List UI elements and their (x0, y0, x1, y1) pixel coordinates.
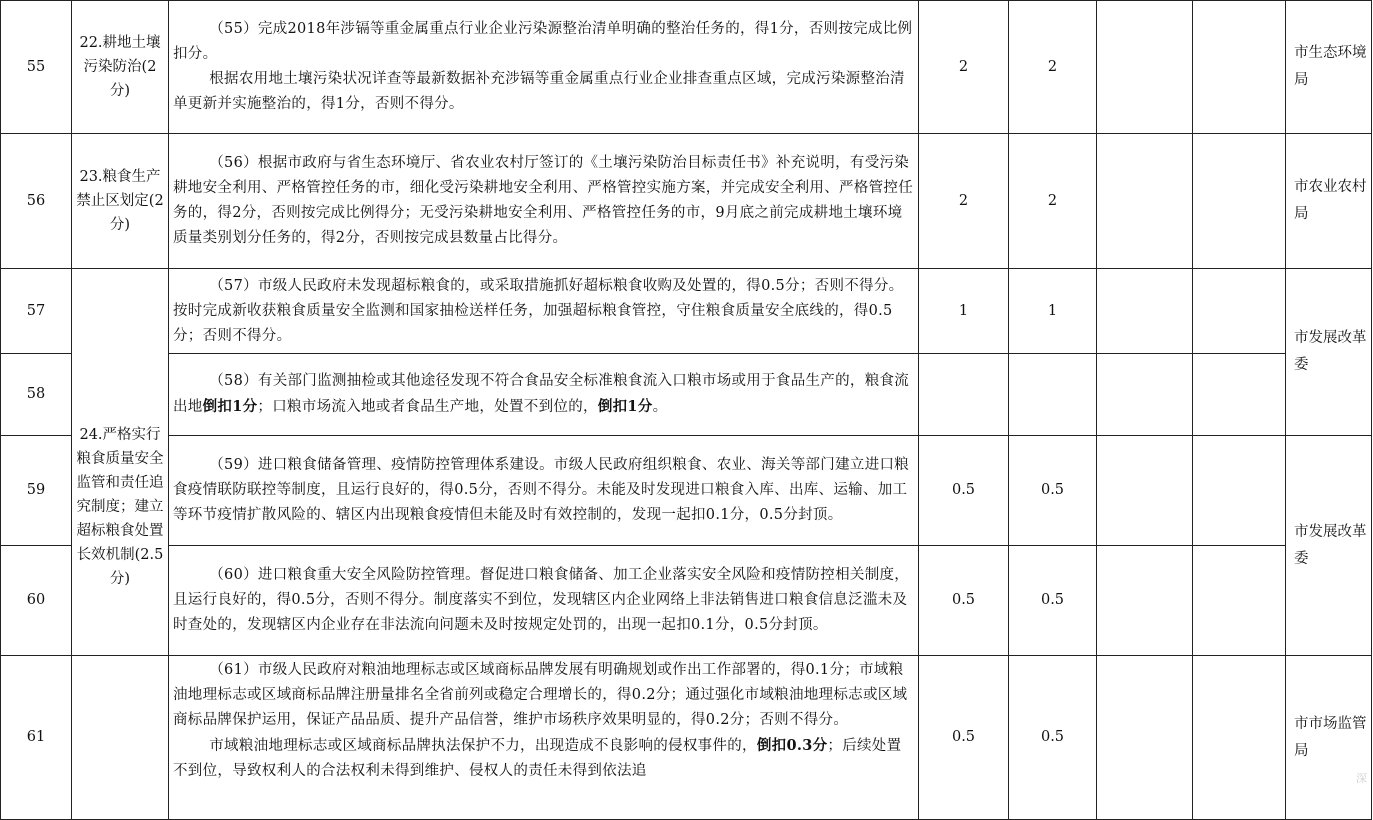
empty-cell (1193, 656, 1286, 820)
criteria-paragraph: （59）进口粮食储备管理、疫情防控管理体系建设。市级人民政府组织粮食、农业、海关等部门建立进口粮食疫情联防联控等制度，且运行良好的，得0.5分，否则不得分。未能及时发现进口粮食入库、出库、运输、加工等环节疫情扩散风险的、辖区内出现粮食疫情但未能及时有效控制的，发现一起扣0.1分，0.5分封顶。 (173, 457, 910, 523)
empty-cell (919, 354, 1009, 436)
criteria-cell (169, 656, 919, 820)
empty-cell (1097, 656, 1193, 820)
empty-cell (1009, 354, 1097, 436)
empty-cell (1193, 269, 1286, 354)
empty-cell (1193, 546, 1286, 656)
criteria-cell (169, 134, 919, 269)
row-number: 57 (1, 269, 72, 354)
table-row (1, 134, 1372, 269)
empty-cell (1097, 546, 1193, 656)
score-cell: 0.5 (1009, 656, 1097, 820)
criteria-text: ；后续处置不到位，导致权利人的合法权利未得到维护、侵权人的责任未得到依法追 (173, 738, 902, 779)
criteria-paragraph: 根据农用地土壤污染状况详查等最新数据补充涉镉等重金属重点行业企业排查重点区域，完成污染源整治清单更新并实施整治的，得1分，否则不得分。 (173, 71, 905, 112)
score-cell: 2 (1009, 1, 1097, 134)
empty-cell (72, 656, 169, 820)
criteria-cell (169, 269, 919, 354)
penalty-text: 倒扣1分 (202, 398, 258, 415)
row-number: 60 (1, 546, 72, 656)
department-cell: 市发展改革委 (1286, 436, 1372, 656)
empty-cell (1097, 436, 1193, 546)
penalty-text: 倒扣0.3分 (756, 737, 828, 754)
table-row (1, 546, 1372, 656)
criteria-paragraph: （57）市级人民政府未发现超标粮食的，或采取措施抓好超标粮食收购及处置的，得0.5分；否则不得分。按时完成新收获粮食质量安全监测和国家抽检送样任务，加强超标粮食管控，守住粮食质量安全底线的，得0.5分；否则不得分。 (173, 277, 904, 344)
criteria-text: ；口粮市场流入地或者食品生产地，处置不到位的， (257, 399, 598, 415)
criteria-paragraph: （61）市级人民政府对粮油地理标志或区域商标品牌发展有明确规划或作出工作部署的，得0.1分；市域粮油地理标志或区域商标品牌注册量排名全省前列或稳定合理增长的，得0.2分；通过强化市域粮油地理标志或区域商标品牌保护运用，保证产品品质、提升产品信誉，维护市场秩序效果明显的，得0.2分；否则不得分。 (173, 662, 908, 728)
criteria-text: 。 (652, 399, 668, 415)
table-row (1, 436, 1372, 546)
criteria-paragraph (173, 733, 914, 784)
department-cell: 市发展改革委 (1286, 269, 1372, 436)
empty-cell (1097, 134, 1193, 269)
score-cell: 1 (1009, 269, 1097, 354)
row-number: 59 (1, 436, 72, 546)
row-number: 55 (1, 1, 72, 134)
empty-cell (1097, 269, 1193, 354)
criteria-paragraph: （60）进口粮食重大安全风险防控管理。督促进口粮食储备、加工企业落实安全风险和疫情防控相关制度，且运行良好的，得0.5分，否则不得分。制度落实不到位，发现辖区内企业网络上非法销售进口粮食信息泛滥未及时查处的，发现辖区内企业存在非法流向问题未及时按规定处罚的，出现一起扣0.1分，0.5分封顶。 (173, 567, 910, 633)
empty-cell (1193, 1, 1286, 134)
score-cell: 2 (1009, 134, 1097, 269)
criteria-paragraph: （56）根据市政府与省生态环境厅、省农业农村厅签订的《土壤污染防治目标责任书》补充说明，有受污染耕地安全利用、严格管控任务的市，细化受污染耕地安全利用、严格管控实施方案，并完成安全利用、严格管控任务的，得2分，否则按完成比例得分；无受污染耕地安全利用、严格管控任务的市，9月底之前完成耕地土壤环境质量类别划分任务的，得2分，否则按完成县数量占比得分。 (173, 155, 913, 246)
table-row (1, 269, 1372, 354)
score-cell: 1 (919, 269, 1009, 354)
row-number: 56 (1, 134, 72, 269)
criteria-cell (169, 546, 919, 656)
score-cell: 0.5 (919, 656, 1009, 820)
criteria-paragraph (173, 369, 914, 420)
criteria-cell (169, 354, 919, 436)
penalty-text: 倒扣1分 (597, 398, 653, 415)
score-cell: 0.5 (919, 546, 1009, 656)
category-cell: 22.耕地土壤污染防治(2分) (72, 1, 169, 134)
empty-cell (1193, 134, 1286, 269)
empty-cell (1097, 1, 1193, 134)
watermark: 深 (1356, 772, 1367, 785)
department-cell: 市生态环境局 (1286, 1, 1372, 134)
category-cell: 24.严格实行粮食质量安全监管和责任追究制度；建立超标粮食处置长效机制(2.5分) (72, 269, 169, 656)
criteria-paragraph: （55）完成2018年涉镉等重金属重点行业企业污染源整治清单明确的整治任务的，得1分，否则按完成比例扣分。 (173, 21, 913, 62)
criteria-cell (169, 436, 919, 546)
table-row (1, 1, 1372, 134)
criteria-text: 市域粮油地理标志或区域商标品牌执法保护不力，出现造成不良影响的侵权事件的， (209, 738, 757, 754)
department-cell: 市市场监管局 (1286, 656, 1372, 820)
empty-cell (1097, 354, 1193, 436)
department-cell: 市农业农村局 (1286, 134, 1372, 269)
score-cell: 0.5 (919, 436, 1009, 546)
table-row (1, 656, 1372, 820)
row-number: 61 (1, 656, 72, 820)
table-row (1, 354, 1372, 436)
empty-cell (1193, 354, 1286, 436)
criteria-text: （58）有关部门监测抽检或其他途径发现不符合食品安全标准粮食流入口粮市场或用于食品生产的，粮食流出地 (173, 373, 910, 415)
score-cell: 0.5 (1009, 436, 1097, 546)
score-cell: 2 (919, 134, 1009, 269)
criteria-cell (169, 1, 919, 134)
category-cell: 23.粮食生产禁止区划定(2分) (72, 134, 169, 269)
empty-cell (1193, 436, 1286, 546)
row-number: 58 (1, 354, 72, 436)
score-cell: 0.5 (1009, 546, 1097, 656)
score-cell: 2 (919, 1, 1009, 134)
